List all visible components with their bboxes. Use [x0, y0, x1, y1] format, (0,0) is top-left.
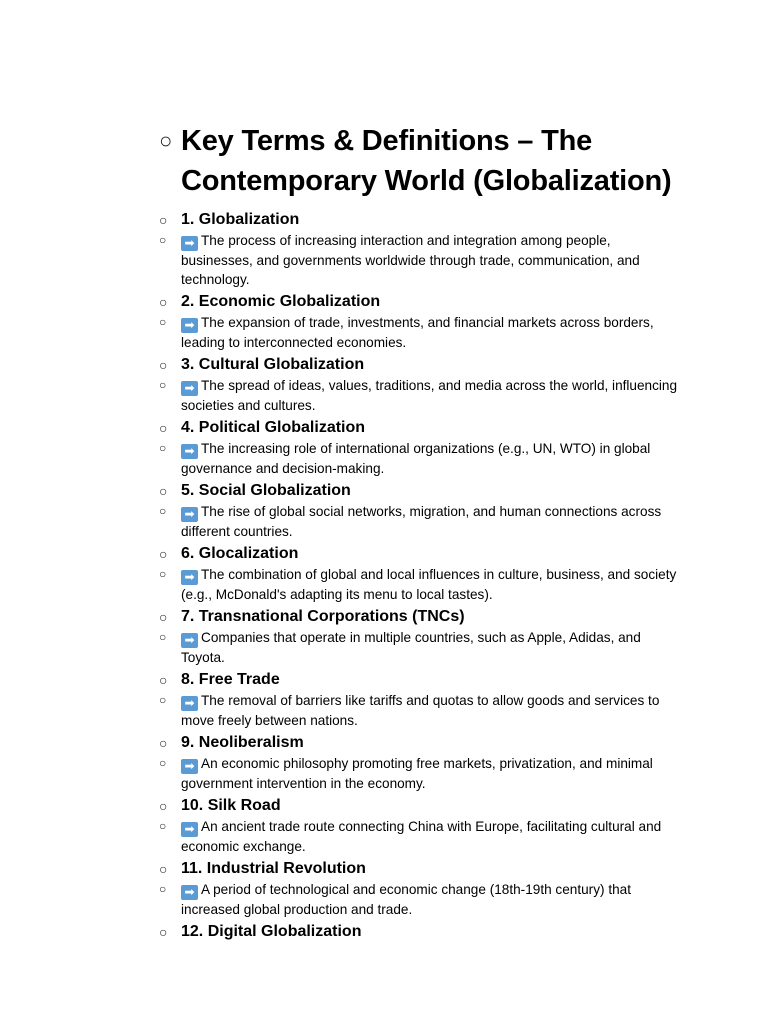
definition-list-item	[159, 880, 689, 919]
circle-bullet-icon: ○	[159, 315, 167, 329]
circle-bullet-icon: ○	[159, 630, 167, 644]
definition-text: The expansion of trade, investments, and financial markets across borders, leading to interconnected economies.	[181, 315, 654, 350]
definition-text-block	[181, 313, 681, 352]
arrow-right-icon: ➡	[181, 759, 198, 774]
definition-list-item	[159, 439, 689, 478]
term-list-item	[159, 606, 689, 628]
term-heading: 6. Glocalization	[181, 545, 299, 562]
terms-list	[159, 209, 689, 943]
definition-list-item	[159, 754, 689, 793]
circle-bullet-icon: ○	[159, 609, 168, 625]
definition-text-block	[181, 817, 681, 856]
term-heading: 8. Free Trade	[181, 671, 280, 688]
definition-text-block	[181, 691, 681, 730]
term-heading: 9. Neoliberalism	[181, 734, 304, 751]
term-heading: 3. Cultural Globalization	[181, 356, 365, 373]
arrow-right-icon: ➡	[181, 696, 198, 711]
term-heading: 7. Transnational Corporations (TNCs)	[181, 608, 465, 625]
definition-text-block	[181, 565, 681, 604]
title-list-item	[159, 121, 689, 201]
definition-text: Companies that operate in multiple countries, such as Apple, Adidas, and Toyota.	[181, 630, 641, 665]
circle-bullet-icon: ○	[159, 735, 168, 751]
document-content	[159, 121, 689, 943]
circle-bullet-icon: ○	[159, 756, 167, 770]
definition-text-block	[181, 376, 681, 415]
circle-bullet-icon: ○	[159, 128, 173, 153]
term-list-item	[159, 543, 689, 565]
term-heading: 11. Industrial Revolution	[181, 860, 366, 877]
circle-bullet-icon: ○	[159, 798, 168, 814]
definition-text-block	[181, 231, 681, 289]
circle-bullet-icon: ○	[159, 924, 168, 940]
definition-list-item	[159, 502, 689, 541]
circle-bullet-icon: ○	[159, 233, 167, 247]
page-title: Key Terms & Definitions – The Contemporary World (Globalization)	[181, 125, 672, 197]
term-list-item	[159, 291, 689, 313]
circle-bullet-icon: ○	[159, 420, 168, 436]
term-list-item	[159, 921, 689, 943]
circle-bullet-icon: ○	[159, 882, 167, 896]
definition-list-item	[159, 313, 689, 352]
definition-list-item	[159, 565, 689, 604]
term-list-item	[159, 209, 689, 231]
arrow-right-icon: ➡	[181, 633, 198, 648]
definition-list-item	[159, 628, 689, 667]
term-list-item	[159, 669, 689, 691]
term-heading: 12. Digital Globalization	[181, 923, 362, 940]
circle-bullet-icon: ○	[159, 672, 168, 688]
circle-bullet-icon: ○	[159, 504, 167, 518]
arrow-right-icon: ➡	[181, 822, 198, 837]
definition-text: The combination of global and local influences in culture, business, and society (e.g., McDonald's adapting its menu to local tastes).	[181, 567, 677, 602]
circle-bullet-icon: ○	[159, 567, 167, 581]
circle-bullet-icon: ○	[159, 861, 168, 877]
definition-list-item	[159, 691, 689, 730]
circle-bullet-icon: ○	[159, 212, 168, 228]
term-list-item	[159, 858, 689, 880]
arrow-right-icon: ➡	[181, 381, 198, 396]
definition-list-item	[159, 817, 689, 856]
circle-bullet-icon: ○	[159, 819, 167, 833]
definition-list-item	[159, 231, 689, 289]
term-list-item	[159, 354, 689, 376]
term-heading: 1. Globalization	[181, 211, 300, 228]
term-list-item	[159, 417, 689, 439]
term-heading: 10. Silk Road	[181, 797, 281, 814]
definition-text-block	[181, 628, 681, 667]
arrow-right-icon: ➡	[181, 318, 198, 333]
circle-bullet-icon: ○	[159, 378, 167, 392]
definition-text: An ancient trade route connecting China with Europe, facilitating cultural and economic exchange.	[181, 819, 662, 854]
arrow-right-icon: ➡	[181, 236, 198, 251]
arrow-right-icon: ➡	[181, 444, 198, 459]
definition-text: The increasing role of international organizations (e.g., UN, WTO) in global governance and decision-making.	[181, 441, 651, 476]
definition-text: The process of increasing interaction and integration among people, businesses, and governments worldwide through trade, communication, and technology.	[181, 233, 640, 287]
circle-bullet-icon: ○	[159, 546, 168, 562]
circle-bullet-icon: ○	[159, 294, 168, 310]
circle-bullet-icon: ○	[159, 441, 167, 455]
circle-bullet-icon: ○	[159, 483, 168, 499]
circle-bullet-icon: ○	[159, 357, 168, 373]
term-heading: 5. Social Globalization	[181, 482, 351, 499]
definition-text-block	[181, 754, 681, 793]
arrow-right-icon: ➡	[181, 570, 198, 585]
definition-text: A period of technological and economic change (18th-19th century) that increased global production and trade.	[181, 882, 631, 917]
definition-text: The rise of global social networks, migration, and human connections across different countries.	[181, 504, 662, 539]
definition-list-item	[159, 376, 689, 415]
definition-text: The removal of barriers like tariffs and quotas to allow goods and services to move freely between nations.	[181, 693, 660, 728]
definition-text: The spread of ideas, values, traditions, and media across the world, influencing societies and cultures.	[181, 378, 678, 413]
definition-text-block	[181, 880, 681, 919]
arrow-right-icon: ➡	[181, 507, 198, 522]
term-list-item	[159, 795, 689, 817]
term-heading: 2. Economic Globalization	[181, 293, 381, 310]
definition-text: An economic philosophy promoting free markets, privatization, and minimal government intervention in the economy.	[181, 756, 653, 791]
arrow-right-icon: ➡	[181, 885, 198, 900]
term-list-item	[159, 732, 689, 754]
definition-text-block	[181, 439, 681, 478]
definition-text-block	[181, 502, 681, 541]
term-heading: 4. Political Globalization	[181, 419, 366, 436]
circle-bullet-icon: ○	[159, 693, 167, 707]
term-list-item	[159, 480, 689, 502]
